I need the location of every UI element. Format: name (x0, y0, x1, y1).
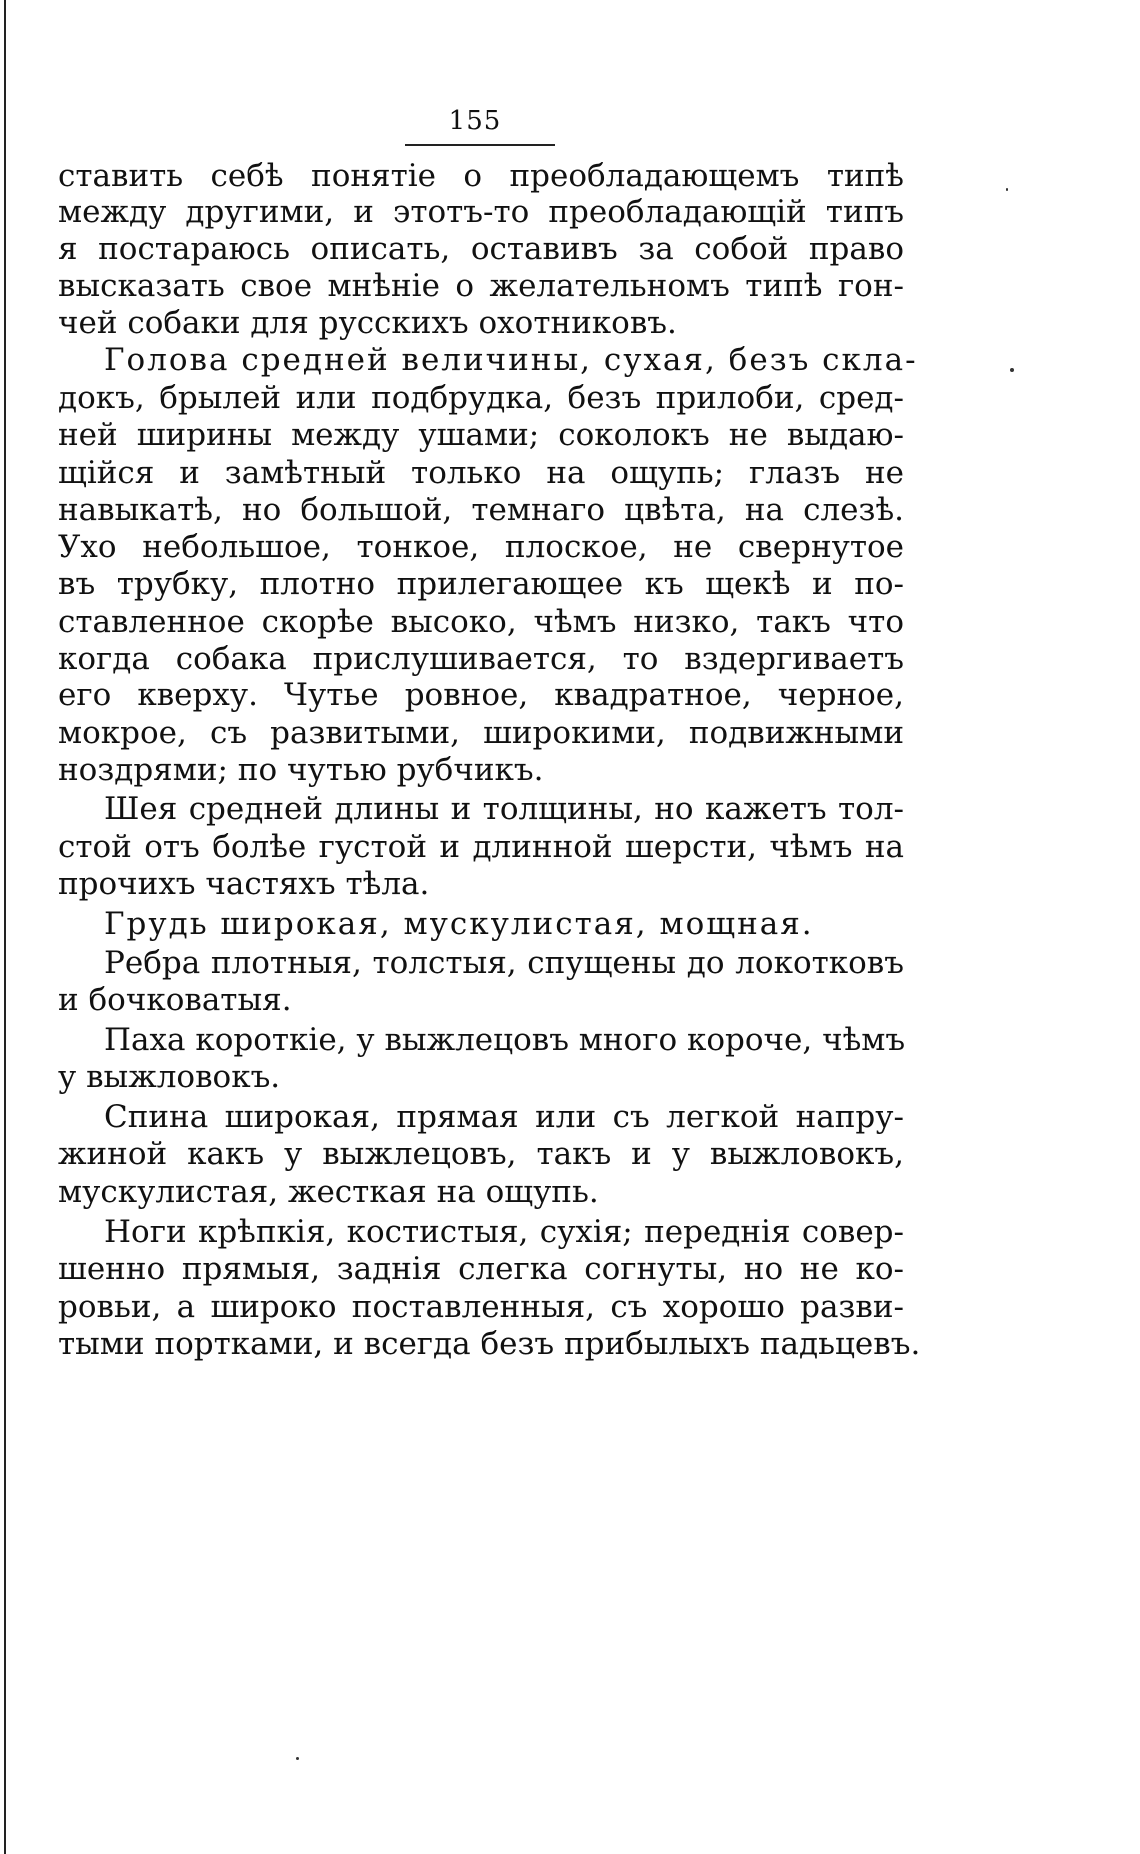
paragraph-start-sheya: Шея средней длины и толщины, но кажетъ тол- (104, 791, 904, 827)
scan-speck (1006, 188, 1008, 191)
text-line: Ухо небольшое, тонкое, плоское, не свернутое (58, 529, 904, 565)
scan-speck (1010, 368, 1014, 372)
text-line: ней ширины между ушами; соколокъ не выдаю- (58, 417, 904, 453)
page-left-edge (4, 0, 6, 1854)
text-line: докъ, брылей или подбрудка, безъ прилоби, сред- (58, 380, 904, 416)
text-line: мокрое, съ развитыми, широкими, подвижными (58, 715, 904, 751)
text-line: стой отъ болѣе густой и длинной шерсти, чѣмъ на (58, 829, 904, 865)
text-line: навыкатѣ, но большой, темнаго цвѣта, на слезѣ. (58, 492, 904, 528)
text-line: когда собака прислушивается, то вздергиваетъ (58, 641, 904, 677)
text-line: чей собаки для русскихъ охотниковъ. (58, 305, 677, 341)
paragraph-start-rebra: Ребра плотныя, толстыя, спущены до локотковъ (104, 945, 904, 981)
text-line: у выжловокъ. (58, 1059, 281, 1095)
text-line: высказать свое мнѣніе о желательномъ типѣ гон- (58, 268, 904, 304)
text-line: щійся и замѣтный только на ощупь; глазъ не (58, 455, 904, 491)
text-line: ставленное скорѣе высоко, чѣмъ низко, такъ что (58, 604, 904, 640)
text-line: тыми портками, и всегда безъ прибылыхъ падьцевъ. (58, 1326, 921, 1362)
text-line: я постараюсь описать, оставивъ за собой право (58, 231, 904, 267)
paragraph-start-spina: Спина широкая, прямая или съ легкой напру- (104, 1099, 904, 1135)
paragraph-start-golova: Голова средней величины, сухая, безъ скла- (104, 342, 918, 378)
text-line: его кверху. Чутье ровное, квадратное, черное, (58, 677, 904, 713)
text-line: ровьи, а широко поставленныя, съ хорошо разви- (58, 1289, 904, 1325)
text-line: шенно прямыя, заднія слегка согнуты, но не ко- (58, 1251, 904, 1287)
text-line: и бочковатыя. (58, 982, 292, 1018)
page-number-rule (405, 144, 555, 146)
text-line: въ трубку, плотно прилегающее къ щекѣ и по- (58, 566, 904, 602)
paragraph-start-nogi: Ноги крѣпкія, костистыя, сухія; переднія совер- (104, 1214, 904, 1250)
text-line: ставить себѣ понятіе о преобладающемъ типѣ (58, 158, 904, 194)
scan-speck (296, 1757, 299, 1760)
paragraph-start-paha: Паха короткіе, у выжлецовъ много короче, чѣмъ (104, 1022, 906, 1058)
text-line: жиной какъ у выжлецовъ, такъ и у выжловокъ, (58, 1136, 904, 1172)
text-line: мускулистая, жесткая на ощупь. (58, 1174, 599, 1210)
text-line: между другими, и этотъ-то преобладающій типъ (58, 194, 904, 230)
text-line: ноздрями; по чутью рубчикъ. (58, 752, 544, 788)
page-number: 155 (448, 106, 502, 136)
paragraph-start-grud: Грудь широкая, мускулистая, мощная. (104, 906, 814, 942)
text-line: прочихъ частяхъ тѣла. (58, 866, 430, 902)
